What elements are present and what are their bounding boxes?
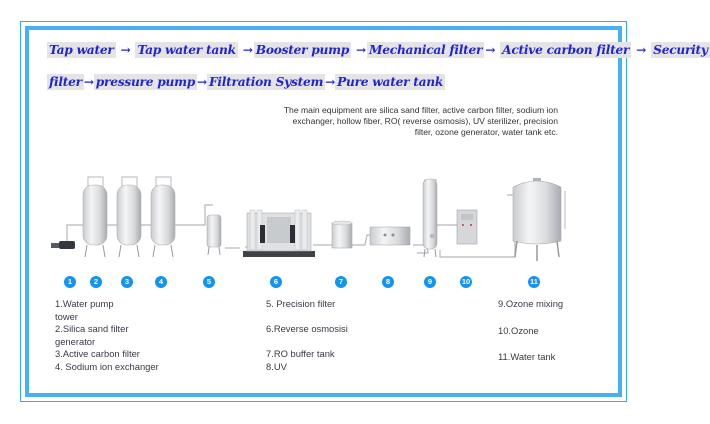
step-badge-5: 5 (203, 276, 215, 288)
ozone-generator-icon (457, 210, 477, 244)
legend-spacer (498, 337, 563, 351)
flow-arrow-icon: → (325, 75, 336, 89)
water-tank-icon (513, 178, 565, 261)
uv-sterilizer-icon (370, 227, 410, 245)
equipment-description (228, 105, 558, 138)
flow-arrow-icon: → (632, 43, 651, 57)
legend-item: 8.UV (266, 360, 287, 372)
legend-item: 6.Reverse osmosisi (266, 323, 348, 335)
legend-item: 4. Sodium ion exchanger (55, 360, 159, 372)
flow-step: Tap water tank (137, 43, 236, 57)
description-line: filter, ozone generator, water tank etc. (414, 127, 558, 137)
step-badge-4: 4 (155, 276, 167, 288)
step-badge-2: 2 (90, 276, 102, 288)
step-badge-10: 10 (461, 277, 471, 286)
process-flow-line-2 (47, 75, 445, 89)
filter-tower-icon (83, 177, 107, 257)
process-flow-line-1 (47, 43, 710, 57)
flow-step: Tap water (49, 43, 114, 57)
water-pump-icon (51, 241, 75, 249)
flow-arrow-icon: → (116, 43, 135, 57)
flow-step: Booster pump (255, 43, 350, 57)
description-line: exchanger, hollow fiber, RO( reverse osmosis), UV sterilizer, precision (292, 116, 558, 126)
step-badge-6: 6 (270, 276, 282, 288)
flow-step: Pure water tank (337, 75, 444, 89)
legend-item: 2.Silica sand filter (55, 323, 129, 335)
flow-step: Active carbon filter (502, 43, 630, 57)
step-badge-8: 8 (382, 276, 394, 288)
ozone-mixing-tower-icon (423, 179, 437, 257)
ro-buffer-tank-icon (332, 221, 352, 248)
legend-item: 5. Precision filter (266, 298, 336, 309)
legend-item: 1.Water pump (55, 298, 114, 309)
legend-column-2 (266, 298, 348, 374)
step-badge-1: 1 (64, 276, 76, 288)
legend-item: 11.Water tank (498, 351, 556, 363)
legend-spacer (266, 311, 348, 324)
flow-step: Mechanical filter (369, 43, 483, 57)
legend-spacer (266, 336, 348, 349)
legend-column-3 (498, 298, 563, 364)
filter-tower-icon (117, 177, 141, 257)
legend-column-1 (55, 298, 159, 374)
description-line: The main equipment are silica sand filter, active carbon filter, sodium ion (283, 105, 558, 115)
flow-arrow-icon: → (197, 75, 207, 89)
flow-step: Security (653, 43, 708, 57)
legend-item: 9.Ozone mixing (498, 298, 564, 309)
legend-item: 3.Active carbon filter (55, 348, 140, 360)
legend-item: tower (55, 310, 78, 322)
flow-step: Filtration System (209, 75, 324, 89)
flow-arrow-icon: → (238, 43, 253, 57)
flow-arrow-icon: → (352, 43, 367, 57)
equipment-illustration (45, 165, 575, 270)
flow-arrow-icon: → (83, 75, 94, 89)
flow-step: filter (49, 75, 82, 89)
reverse-osmosis-unit-icon (243, 210, 315, 257)
flow-arrow-icon: → (485, 43, 500, 57)
step-badge-11: 11 (528, 276, 540, 288)
legend-spacer (498, 311, 563, 325)
step-badge-7: 7 (335, 276, 347, 288)
legend-item: generator (55, 335, 96, 347)
legend-item: 7.RO buffer tank (266, 348, 335, 360)
step-badge-3: 3 (121, 276, 133, 288)
flow-step: pressure pump (95, 75, 196, 89)
legend-item: 10.Ozone (498, 324, 539, 336)
precision-filter-icon (207, 215, 221, 255)
filter-tower-icon (151, 177, 175, 257)
step-badge-9: 9 (424, 276, 436, 288)
